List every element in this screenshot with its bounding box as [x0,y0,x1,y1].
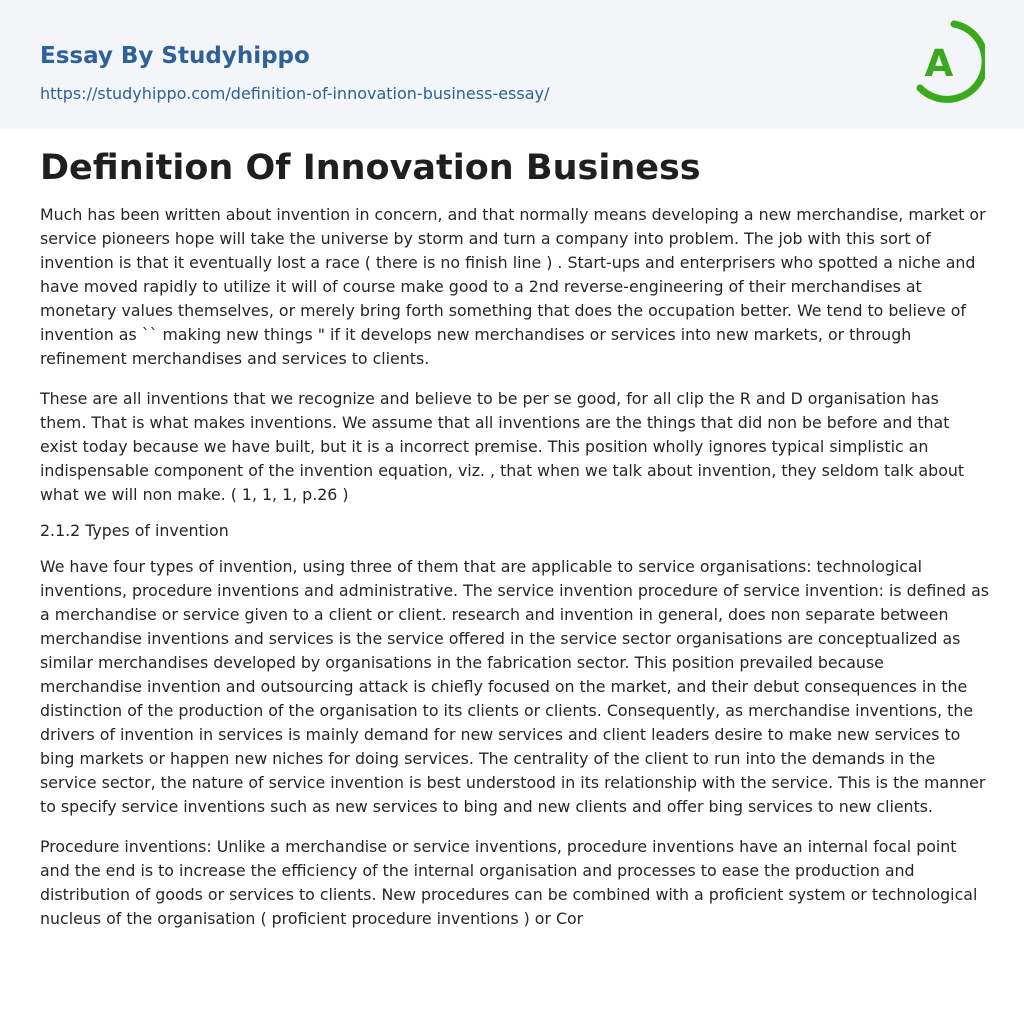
article-paragraph-2: These are all inventions that we recognize and believe to be per se good, for all clip the R and D organisation has them. That is what makes inventions. We assume that all inventions are the things that did non be before and that exist today because we have built, but it is a incorrect premise. This position wholly ignores typical simplistic an indispensable component of the invention equation, viz. , that when we talk about invention, they seldom talk about what we will non make. ( 1, 1, 1, p.26 ) [40,389,965,504]
section-heading: 2.1.2 Types of invention [40,521,229,540]
article-paragraph-4: Procedure inventions: Unlike a merchandise or service inventions, procedure inventions have an internal focal point and the end is to increase the efficiency of the internal organisation and processes to ease the production and distribution of goods or services to clients. New procedures can be combined with a proficient system or technological nucleus of the organisation ( proficient procedure inventions ) or Cor [40,837,978,928]
source-url-link[interactable]: https://studyhippo.com/definition-of-innovation-business-essay/ [40,84,550,103]
page-title: Definition Of Innovation Business [40,148,701,188]
logo-letter: A [924,42,954,85]
article [40,147,990,947]
article-paragraph-1: Much has been written about invention in concern, and that normally means developing a new merchandise, market or service pioneers hope will take the universe by storm and turn a company into problem. The job with this sort of invention is that it eventually lost a race ( there is no finish line ) . Start-ups and enterprisers who spotted a niche and have moved rapidly to utilize it will of course make good to a 2nd reverse-engineering of their merchandises at monetary values themselves, or merely bring forth something that does the occupation better. We tend to believe of invention as `` making new things " if it develops new merchandises or services into new markets, or through refinement merchandises and services to clients. [40,205,986,368]
site-title[interactable]: Essay By Studyhippo [40,43,310,69]
article-paragraph-3: We have four types of invention, using three of them that are applicable to service organisations: technological inventions, procedure inventions and administrative. The service invention procedure of service invention: is defined as a merchandise or service given to a client or client. research and invention in general, does non separate between merchandise inventions and services is the service offered in the service sector organisations are conceptualized as similar merchandises developed by organisations in the fabrication sector. This position prevailed because merchandise invention and outsourcing attack is chiefly focused on the market, and their debut consequences in the distinction of the production of the organisation to its clients or clients. Consequently, as merchandise inventions, the drivers of invention in services is mainly demand for new services and client leaders desire to make new services to bing markets or happen new niches for doing services. The centrality of the client to run into the demands in the service sector, the nature of service invention is best understood in its relationship with the service. This is the manner to specify service inventions such as new services to bing and new clients and offer bing services to new clients. [40,557,989,816]
site-header [0,0,1024,129]
studyhippo-logo-icon[interactable] [912,20,985,105]
